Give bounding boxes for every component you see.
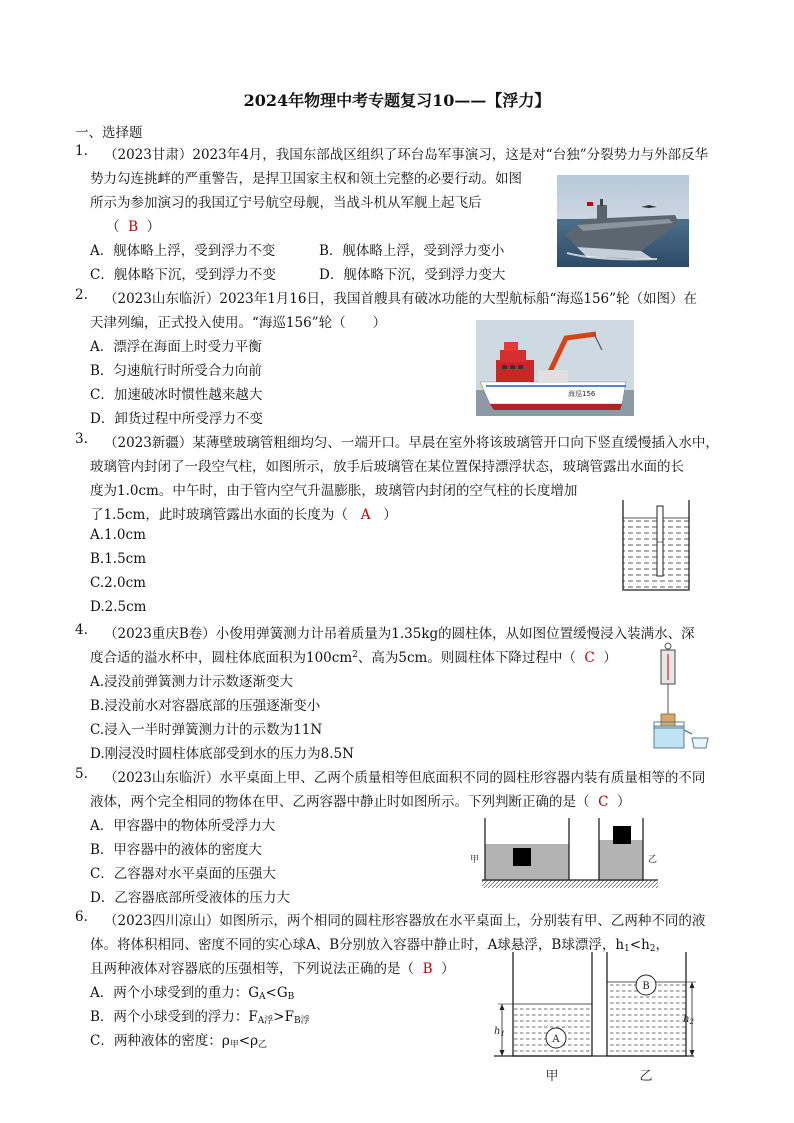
q3-answer: A <box>360 507 371 523</box>
q5-option-c: C．乙容器对水平桌面的压强大 <box>90 866 276 882</box>
q1-line2: 势力勾连挑衅的严重警告，是捍卫国家主权和领土完整的必要行动。如图 <box>90 171 522 187</box>
container-jia-label: 甲 <box>545 1069 559 1084</box>
q4-option-b: B.浸没前水对容器底部的压强逐渐变小 <box>90 698 321 714</box>
q1-line3: 所示为参加演习的我国辽宁号航空母舰，当战斗机从军舰上起飞后 <box>90 195 482 211</box>
q3-option-c: C.2.0cm <box>90 575 146 591</box>
q6-line3: 且两种液体对容器底的压强相等，下列说法正确的是（ B ） <box>90 961 455 977</box>
q3-line2: 玻璃管内封闭了一段空气柱，如图所示，放手后玻璃管在某位置保持漂浮状态，玻璃管露出水面的长 <box>90 459 684 475</box>
q4-number: 4. <box>75 622 88 638</box>
q2-option-b: B．匀速航行时所受合力向前 <box>90 363 262 379</box>
q3-option-b: B.1.5cm <box>90 551 147 567</box>
ship-haixun-156-photo <box>476 320 634 416</box>
q1-option-b: B．舰体略上浮，受到浮力变小 <box>319 243 505 259</box>
q1-answer-bracket: （ B ） <box>106 219 161 235</box>
q1-line1: （2023甘肃）2023年4月，我国东部战区组织了环台岛军事演习，这是对“台独”分裂势力与外部反华 <box>104 147 709 163</box>
aircraft-carrier-photo <box>557 175 689 267</box>
q3-option-d: D.2.5cm <box>90 599 147 615</box>
q5-option-b: B．甲容器中的液体的密度大 <box>90 842 262 858</box>
glass-tube-diagram <box>620 500 692 592</box>
q5-line2: 液体，两个完全相同的物体在甲、乙两容器中静止时如图所示。下列判断正确的是（ C ） <box>90 794 631 810</box>
q1-option-c: C．舰体略下沉，受到浮力不变 <box>90 267 276 283</box>
container-jia-label: 甲 <box>470 855 480 865</box>
q5-option-d: D．乙容器底部所受液体的压力大 <box>90 890 290 906</box>
ship-label: 海巡156 <box>568 390 596 398</box>
q1-option-a: A．舰体略上浮，受到浮力不变 <box>90 243 276 259</box>
q3-line1: （2023新疆）某薄壁玻璃管粗细均匀、一端开口。早晨在室外将该玻璃管开口向下竖直缓慢插入水中， <box>104 435 719 451</box>
h1-label: $h_1$ <box>494 1026 505 1038</box>
q6-line1: （2023四川凉山）如图所示，两个相同的圆柱形容器放在水平桌面上，分别装有甲、乙两种不同的液 <box>104 913 706 929</box>
q2-option-d: D．卸货过程中所受浮力不变 <box>90 411 263 427</box>
container-yi-label: 乙 <box>648 855 658 865</box>
q2-option-c: C．加速破冰时惯性越来越大 <box>90 387 263 403</box>
q5-number: 5. <box>75 766 88 782</box>
q5-line1: （2023山东临沂）水平桌面上甲、乙两个质量相等但底面积不同的圆柱形容器内装有质量相等的不同 <box>104 770 706 786</box>
q3-option-a: A.1.0cm <box>90 527 146 543</box>
q6-option-c: C．两种液体的密度：$\rho_甲<\rho_乙$ <box>90 1033 268 1050</box>
spring-scale-overflow-cup-diagram <box>652 642 712 750</box>
q4-line2: 度合适的溢水杯中，圆柱体底面积为$100cm^2$、高为5cm。则圆柱体下降过程中（ C ） <box>90 650 617 666</box>
page-title: 2024年物理中考专题复习10——【浮力】 <box>243 91 551 110</box>
q1-answer: B <box>128 219 139 235</box>
q4-answer: C <box>584 650 595 666</box>
q2-number: 2. <box>75 287 88 303</box>
q4-line1: （2023重庆B卷）小俊用弹簧测力计吊着质量为1.35kg的圆柱体，从如图位置缓慢浸入装满水、深 <box>104 626 695 642</box>
ball-b-label: B <box>642 981 650 992</box>
two-balls-containers-diagram <box>490 952 696 1092</box>
q6-answer: B <box>422 961 433 977</box>
ball-a-label: A <box>552 1034 560 1045</box>
q5-answer: C <box>598 794 609 810</box>
q1-option-d: D．舰体略下沉，受到浮力变大 <box>319 267 506 283</box>
q6-option-a: A．两个小球受到的重力：$G_A<G_B$ <box>90 985 295 1002</box>
q6-number: 6. <box>75 909 88 925</box>
q6-line2: 体。将体积相同、密度不同的实心球A、B分别放入容器中静止时，A球悬浮，B球漂浮，$h_1<h_2$， <box>90 937 670 954</box>
q3-number: 3. <box>75 431 88 447</box>
q3-line4: 了1.5cm，此时玻璃管露出水面的长度为（ A ） <box>90 507 397 523</box>
q6-option-b: B．两个小球受到的浮力：$F_{A浮}>F_{B浮}$ <box>90 1009 310 1026</box>
q2-option-a: A．漂浮在海面上时受力平衡 <box>90 339 262 355</box>
q3-line3: 度为1.0cm。中午时，由于管内空气升温膨胀，玻璃管内封闭的空气柱的长度增加 <box>90 483 578 499</box>
q4-option-d: D.刚浸没时圆柱体底部受到水的压力为8.5N <box>90 746 354 762</box>
container-yi-label: 乙 <box>639 1069 653 1084</box>
section-heading: 一、选择题 <box>75 125 143 141</box>
q4-option-c: C.浸入一半时弹簧测力计的示数为11N <box>90 722 323 738</box>
q2-line1: （2023山东临沂）2023年1月16日，我国首艘具有破冰功能的大型航标船“海巡156”轮（如图）在 <box>104 291 698 307</box>
q2-line2: 天津列编，正式投入使用。“海巡156”轮（ ） <box>90 315 387 331</box>
q5-option-a: A．甲容器中的物体所受浮力大 <box>90 818 276 834</box>
two-containers-diagram <box>468 816 664 890</box>
q4-option-a: A.浸没前弹簧测力计示数逐渐变大 <box>90 674 294 690</box>
q1-number: 1. <box>75 143 88 159</box>
h2-label: $h_2$ <box>683 1014 694 1026</box>
